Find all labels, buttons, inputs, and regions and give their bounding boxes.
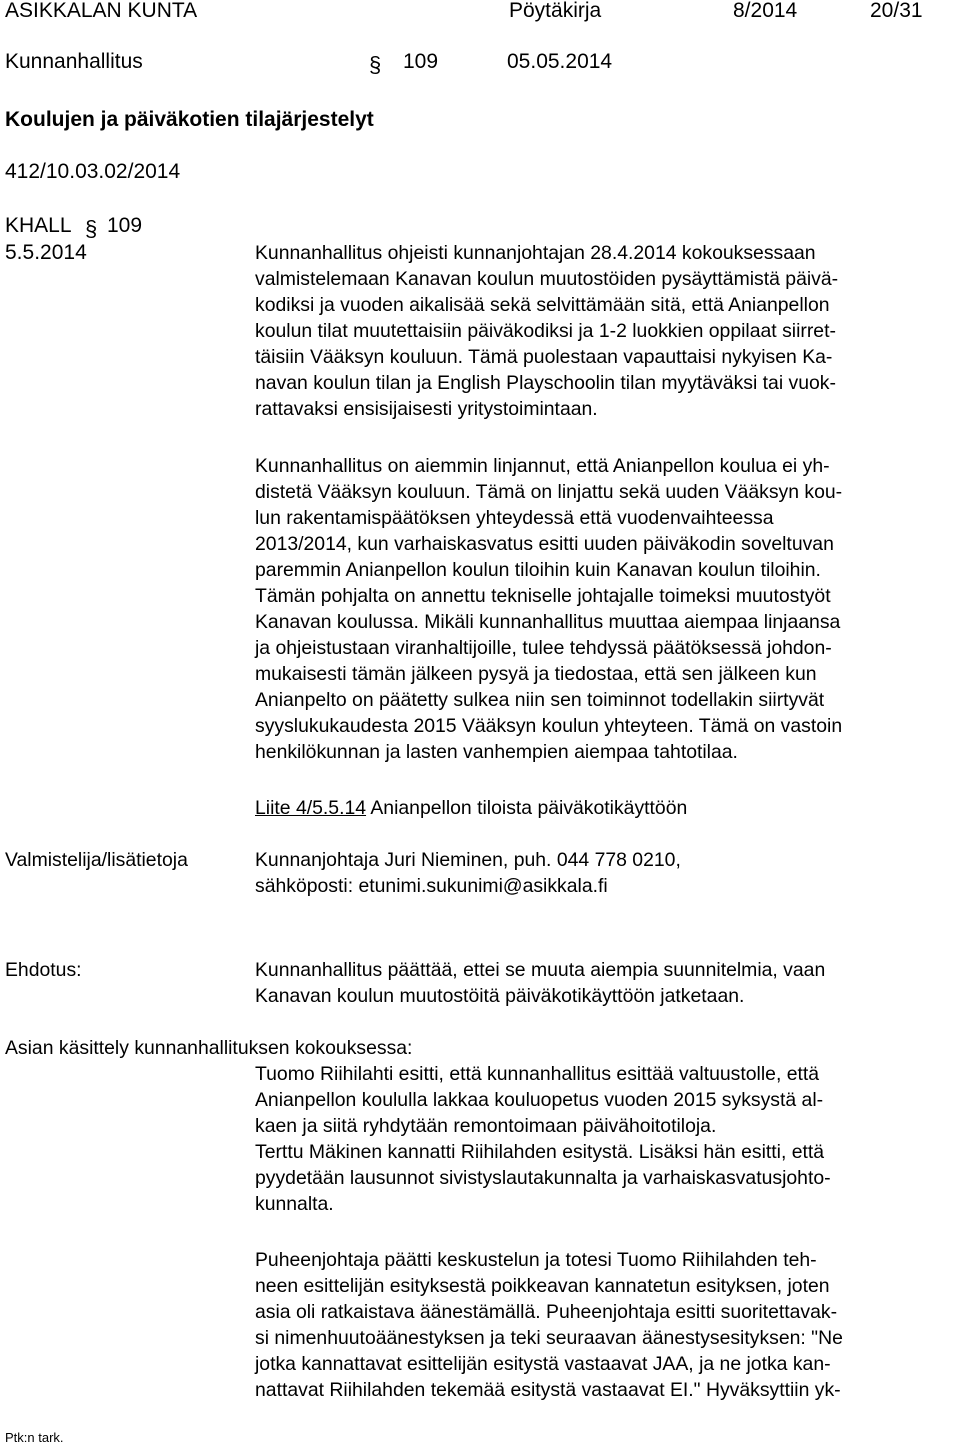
body-name: Kunnanhallitus [5, 50, 143, 73]
paragraph2-line: henkilökunnan ja lasten vanhempien aiempaa tahtotilaa. [255, 741, 738, 763]
paragraph2-line: Tämän pohjalta on annettu tekniselle johtajalle toimeksi muutostyöt [255, 585, 831, 607]
preparer-line: Kunnanjohtaja Juri Nieminen, puh. 044 778 0210, [255, 849, 681, 871]
paragraph2-line: Kunnanhallitus on aiemmin linjannut, että Anianpellon koulua ei yh- [255, 455, 830, 477]
header-date: 05.05.2014 [507, 50, 613, 73]
khall-section-number: 109 [107, 214, 143, 237]
paragraph2-line: mukaisesti tämän jälkeen pysyä ja tiedostaa, että sen jälkeen kun [255, 663, 817, 685]
attachment-line [255, 797, 687, 820]
paragraph1-line: kodiksi ja vuoden aikalisää sekä selvittämään sitä, että Anianpellon [255, 294, 830, 316]
handling-line: nattavat Riihilahden tekemää esitystä vastaavat EI." Hyväksyttiin yk- [255, 1379, 841, 1401]
paragraph2-line: distetä Vääksyn kouluun. Tämä on linjattu sekä uuden Vääksyn kou- [255, 481, 843, 503]
handling-line: pyydetään lausunnot sivistyslautakunnalta ja varhaiskasvatusjohto- [255, 1167, 831, 1189]
page-title: Koulujen ja päiväkotien tilajärjestelyt [5, 108, 374, 131]
paragraph2-line: ja ohjeistustaan viranhaltijoille, tulee tehdyssä päätöksessä johdon- [255, 637, 832, 659]
paragraph2-line: Kanavan koulussa. Mikäli kunnanhallitus muuttaa aiempaa linjaansa [255, 611, 841, 633]
handling-line: Tuomo Riihilahti esitti, että kunnanhallitus esittää valtuustolle, että [255, 1063, 820, 1085]
paragraph1-line: koulun tilat muutettaisiin päiväkodiksi ja 1-2 luokkien oppilaat siirret- [255, 320, 836, 342]
handling-line: kunnalta. [255, 1193, 334, 1215]
paragraph1-line: täisiin Vääksyn kouluun. Tämä puolestaan vapauttaisi nykyisen Ka- [255, 346, 833, 368]
handling-line: kaen ja siitä ryhdytään remontoimaan päivähoitotiloja. [255, 1115, 717, 1137]
handling-label: Asian käsittely kunnanhallituksen kokouksessa: [5, 1037, 413, 1059]
handling-line: asia oli ratkaistava äänestämällä. Puheenjohtaja esitti suoritettavak- [255, 1301, 838, 1323]
record-number: 412/10.03.02/2014 [5, 160, 181, 183]
page-number: 20/31 [870, 0, 923, 22]
proposal-line: Kunnanhallitus päättää, ettei se muuta aiempia suunnitelmia, vaan [255, 959, 826, 981]
document-issue: 8/2014 [733, 0, 798, 22]
preparer-label: Valmistelija/lisätietoja [5, 849, 188, 871]
paragraph1-line: Kunnanhallitus ohjeisti kunnanjohtajan 28.4.2014 kokouksessaan [255, 242, 816, 264]
paragraph1-line: rattavaksi ensisijaisesti yritystoimintaan. [255, 398, 598, 420]
paragraph2-line: 2013/2014, kun varhaiskasvatus esitti uuden päiväkodin soveltuvan [255, 533, 834, 555]
preparer-line: sähköposti: etunimi.sukunimi@asikkala.fi [255, 875, 608, 897]
handling-line: Anianpellon koululla lakkaa kouluopetus vuoden 2015 syksystä al- [255, 1089, 824, 1111]
paragraph2-line: Anianpelto on päätetty sulkea niin sen toiminnot todellakin siirtyvät [255, 689, 825, 711]
handling-line: si nimenhuutoäänestyksen ja teki seuraavan äänestysesityksen: "Ne [255, 1327, 843, 1349]
khall-date: 5.5.2014 [5, 241, 87, 264]
handling-line: jotka kannattavat esittelijän esitystä vastaavat JAA, ja ne jotka kan- [255, 1353, 831, 1375]
municipality-name: ASIKKALAN KUNTA [5, 0, 198, 22]
document-type: Pöytäkirja [509, 0, 602, 22]
svg-text:§: § [369, 52, 382, 76]
handling-line: Puheenjohtaja päätti keskustelun ja totesi Tuomo Riihilahden teh- [255, 1249, 817, 1271]
paragraph1-line: navan koulun tilan ja English Playschoolin tilan myytäväksi tai vuok- [255, 372, 836, 394]
proposal-line: Kanavan koulun muutostöitä päiväkotikäyttöön jatketaan. [255, 985, 745, 1007]
attachment-description: Anianpellon tiloista päiväkotikäyttöön [366, 797, 688, 819]
proposal-label: Ehdotus: [5, 959, 82, 981]
paragraph2-line: paremmin Anianpellon koulun tiloihin kuin Kanavan koulun tiloihin. [255, 559, 821, 581]
svg-text:§: § [85, 216, 98, 240]
section-sign-icon [84, 216, 102, 240]
footer-initials-label: Ptk:n tark. [5, 1430, 64, 1445]
paragraph2-line: lun rakentamispäätöksen yhteydessä että vuodenvaihteessa [255, 507, 774, 529]
attachment-link[interactable]: Liite 4/5.5.14 [255, 797, 367, 819]
header-section-number: 109 [403, 50, 439, 73]
handling-line: neen esittelijän esityksestä poikkeavan kannatetun esityksen, joten [255, 1275, 830, 1297]
khall-label: KHALL [5, 214, 72, 237]
section-sign-icon [368, 52, 386, 76]
paragraph2-line: syyslukukaudesta 2015 Vääksyn koulun yhteyteen. Tämä on vastoin [255, 715, 843, 737]
paragraph1-line: valmistelemaan Kanavan koulun muutostöiden pysäyttämistä päivä- [255, 268, 839, 290]
handling-line: Terttu Mäkinen kannatti Riihilahden esitystä. Lisäksi hän esitti, että [255, 1141, 825, 1163]
